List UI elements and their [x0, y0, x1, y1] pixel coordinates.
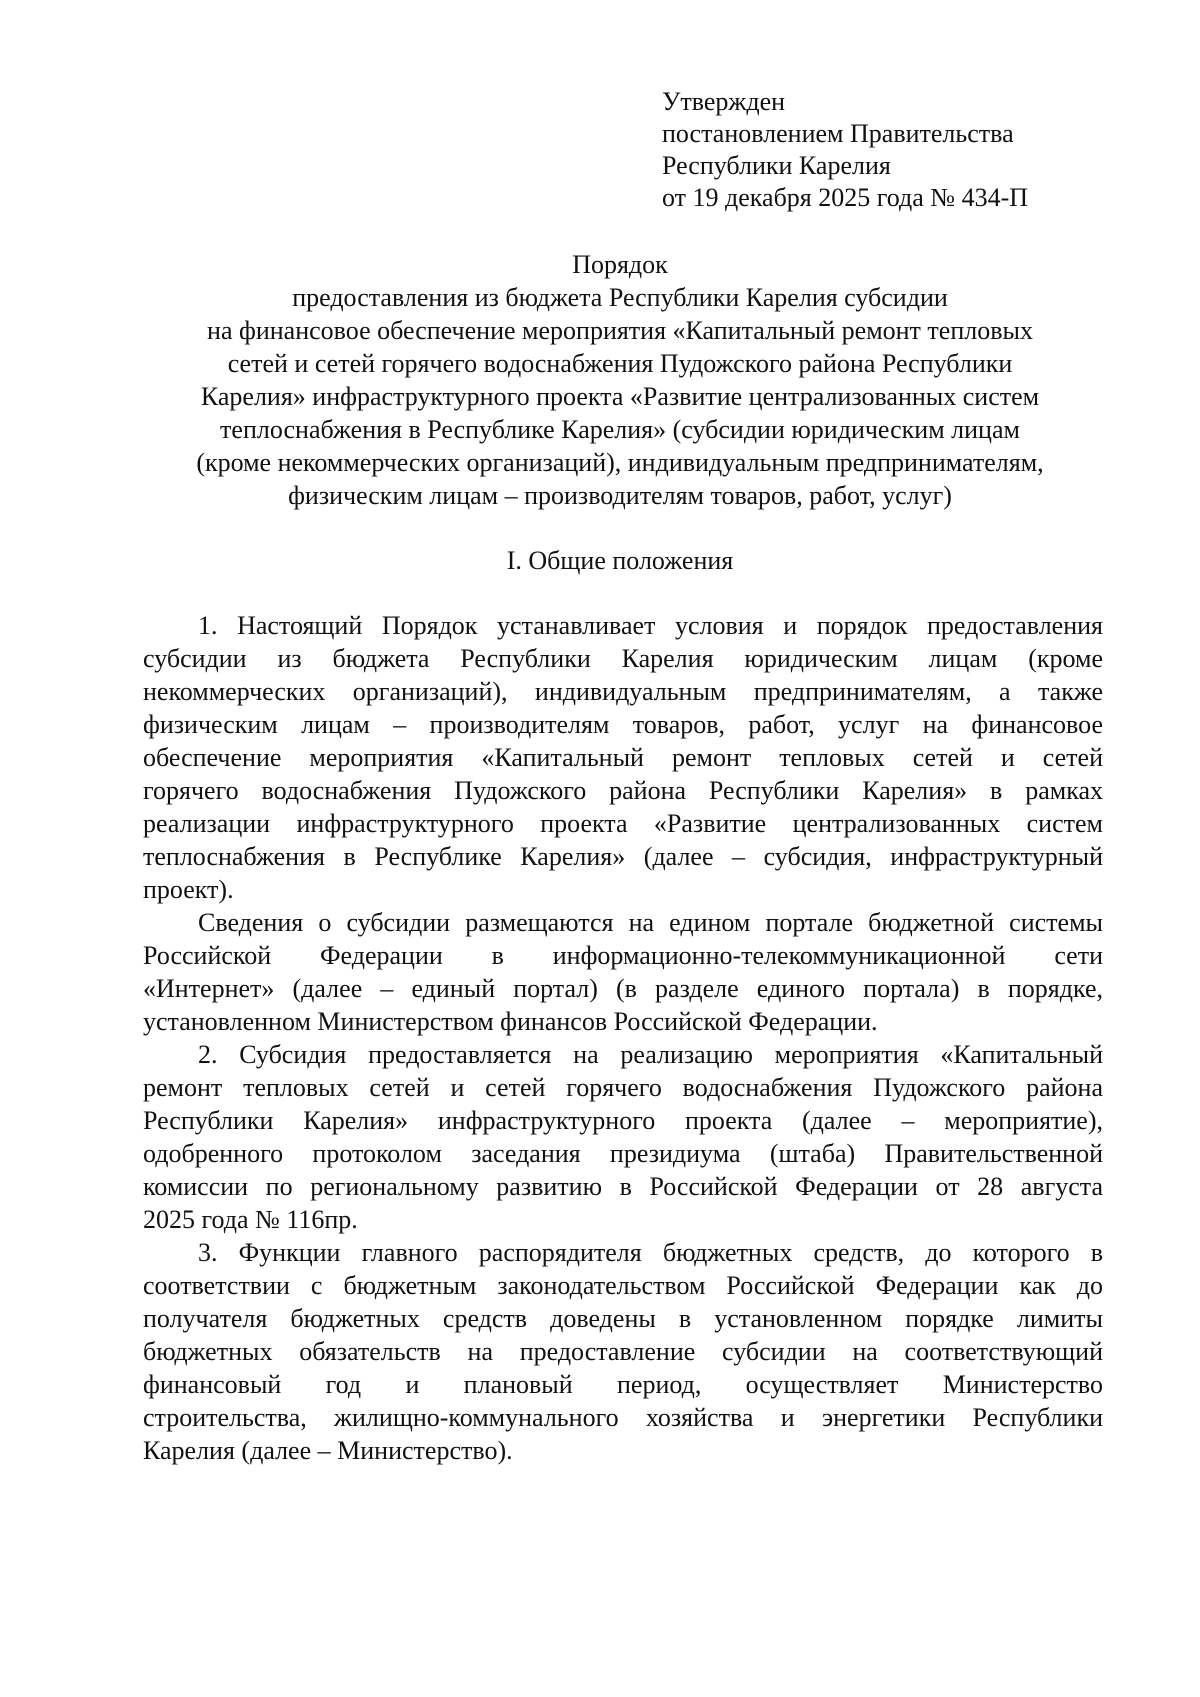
- title-line: Карелия» инфраструктурного проекта «Развитие централизованных систем: [200, 382, 1040, 411]
- approval-stamp-block: [662, 86, 1028, 214]
- text-line: соответствии с бюджетным законодательством Российской Федерации как до: [143, 1271, 1103, 1300]
- text-line: физическим лицам – производителям товаров, работ, услуг на финансовое: [143, 710, 1103, 739]
- text-line: бюджетных обязательств на предоставление субсидии на соответствующий: [143, 1337, 1103, 1366]
- text-line: реализации инфраструктурного проекта «Развитие централизованных систем: [143, 809, 1103, 838]
- text-line: одобренного протоколом заседания президиума (штаба) Правительственной: [143, 1139, 1103, 1168]
- approval-line: от 19 декабря 2025 года № 434-П: [662, 183, 1029, 212]
- approval-line: Республики Карелия: [662, 151, 891, 180]
- title-line: (кроме некоммерческих организаций), индивидуальным предпринимателям,: [196, 448, 1044, 477]
- text-line: «Интернет» (далее – единый портал) (в разделе единого портала) в порядке,: [143, 974, 1103, 1003]
- text-line: комиссии по региональному развитию в Российской Федерации от 28 августа: [143, 1172, 1103, 1201]
- paragraph-3: [143, 1236, 1103, 1467]
- paragraph-1: [143, 609, 1103, 906]
- text-line: установленном Министерством финансов Российской Федерации.: [143, 1007, 878, 1036]
- text-line: обеспечение мероприятия «Капитальный ремонт тепловых сетей и сетей: [143, 743, 1103, 772]
- title-line: на финансовое обеспечение мероприятия «Капитальный ремонт тепловых: [207, 316, 1033, 345]
- title-line: теплоснабжения в Республике Карелия» (субсидии юридическим лицам: [220, 415, 1020, 444]
- text-line: 2. Субсидия предоставляется на реализацию мероприятия «Капитальный: [198, 1040, 1103, 1069]
- text-line: горячего водоснабжения Пудожского района Республики Карелия» в рамках: [143, 776, 1103, 805]
- document-title: Порядок: [572, 250, 668, 279]
- approval-line: постановлением Правительства: [662, 119, 1014, 148]
- document-body: [143, 609, 1103, 1467]
- text-line: проект).: [143, 875, 234, 904]
- text-line: Сведения о субсидии размещаются на едином портале бюджетной системы: [198, 908, 1103, 937]
- text-line: Карелия (далее – Министерство).: [143, 1436, 513, 1465]
- document-title-block: [140, 248, 1100, 512]
- section-heading: I. Общие положения: [506, 546, 734, 575]
- title-line: предоставления из бюджета Республики Карелия субсидии: [292, 283, 948, 312]
- title-line: сетей и сетей горячего водоснабжения Пудожского района Республики: [227, 349, 1013, 378]
- text-line: Российской Федерации в информационно-телекоммуникационной сети: [143, 941, 1103, 970]
- paragraph-portal-info: [143, 906, 1103, 1038]
- text-line: 3. Функции главного распорядителя бюджетных средств, до которого в: [198, 1238, 1103, 1267]
- paragraph-2: [143, 1038, 1103, 1236]
- title-line: физическим лицам – производителям товаров, работ, услуг): [288, 481, 952, 510]
- text-line: 1. Настоящий Порядок устанавливает условия и порядок предоставления: [198, 611, 1103, 640]
- text-line: Республики Карелия» инфраструктурного проекта (далее – мероприятие),: [143, 1106, 1103, 1135]
- text-line: 2025 года № 116пр.: [143, 1205, 358, 1234]
- text-line: финансовый год и плановый период, осуществляет Министерство: [143, 1370, 1103, 1399]
- approval-line: Утвержден: [662, 87, 786, 116]
- text-line: получателя бюджетных средств доведены в установленном порядке лимиты: [143, 1304, 1103, 1333]
- text-line: теплоснабжения в Республике Карелия» (далее – субсидия, инфраструктурный: [143, 842, 1103, 871]
- text-line: субсидии из бюджета Республики Карелия юридическим лицам (кроме: [143, 644, 1103, 673]
- text-line: некоммерческих организаций), индивидуальным предпринимателям, а также: [143, 677, 1103, 706]
- text-line: строительства, жилищно-коммунального хозяйства и энергетики Республики: [143, 1403, 1103, 1432]
- text-line: ремонт тепловых сетей и сетей горячего водоснабжения Пудожского района: [143, 1073, 1103, 1102]
